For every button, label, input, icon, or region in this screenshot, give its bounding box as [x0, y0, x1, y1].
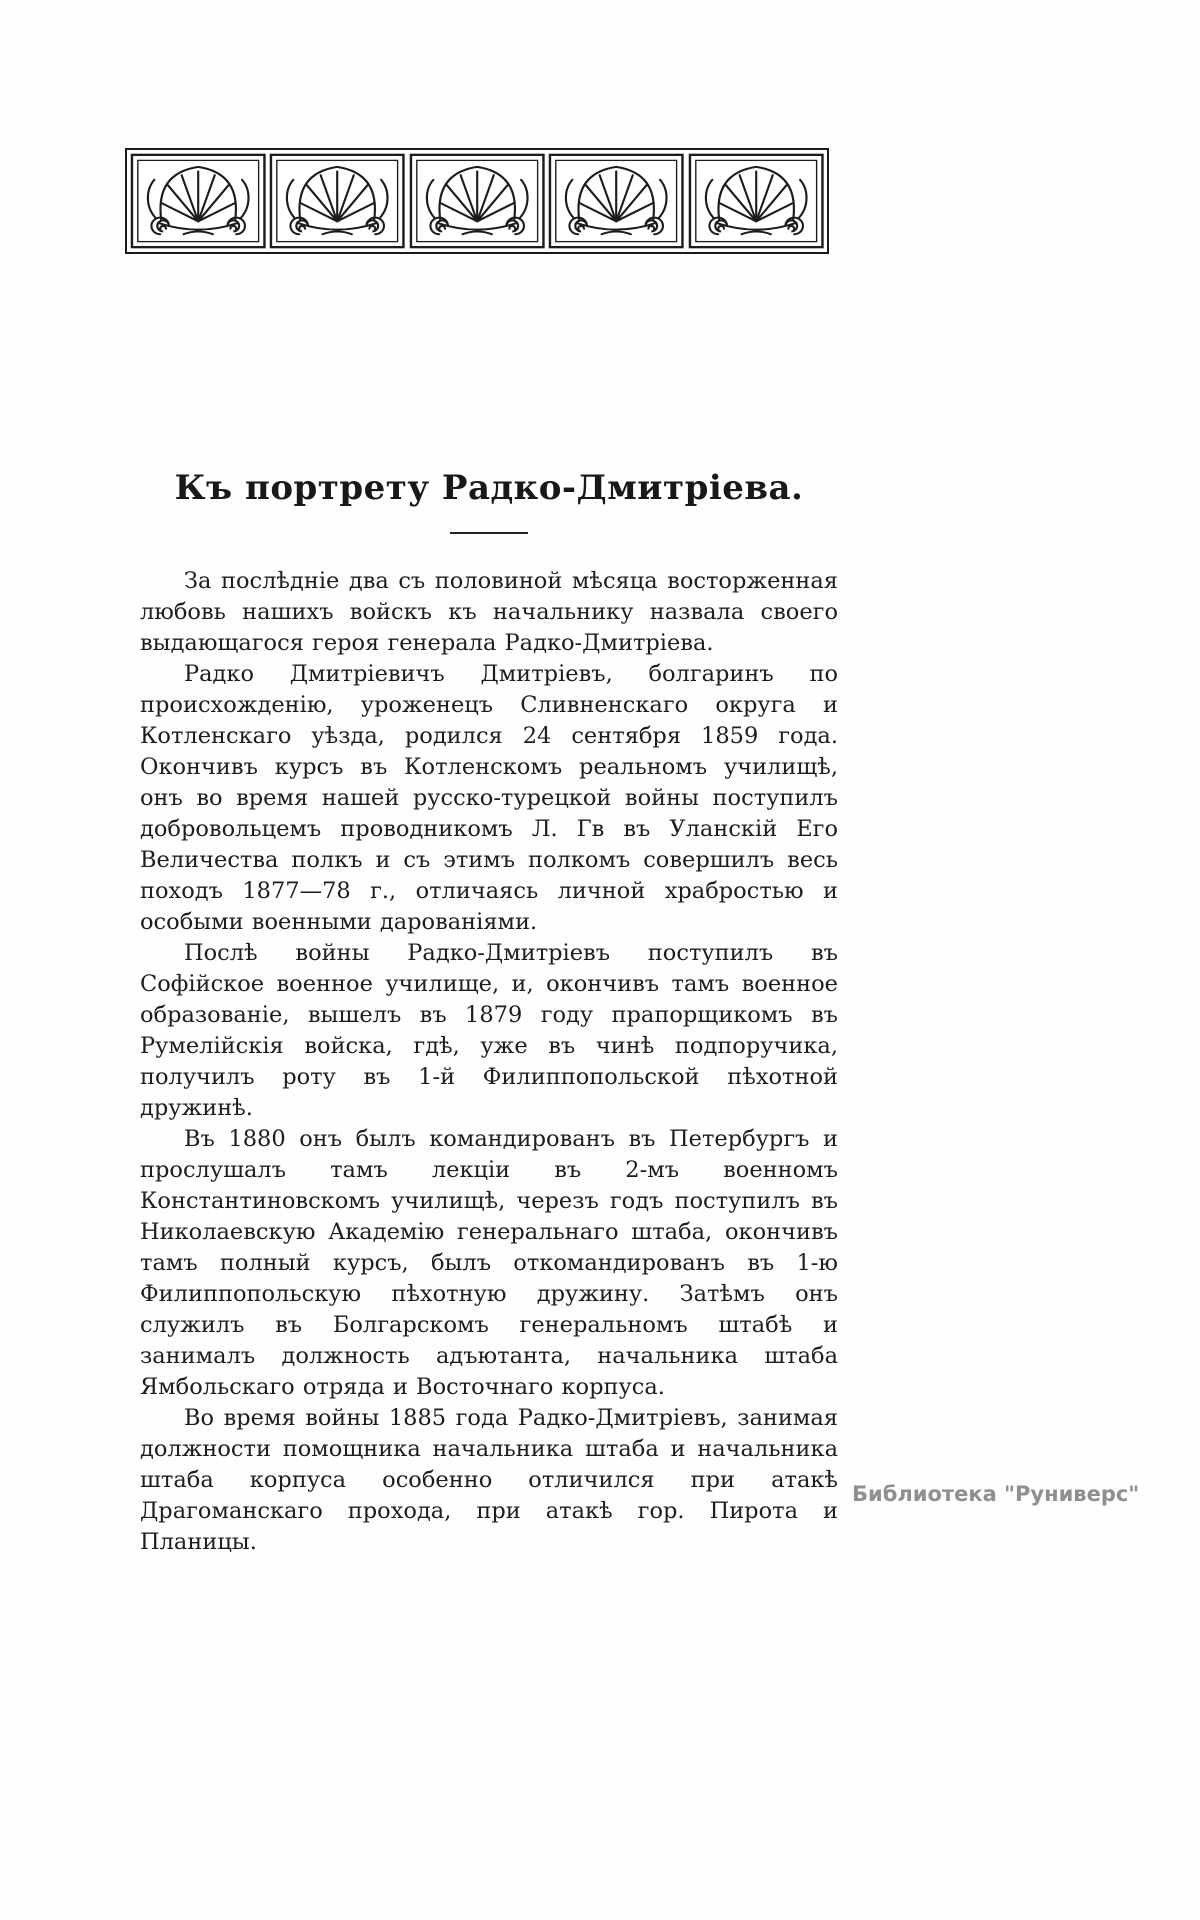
- paragraph: Послѣ войны Радко-Дмитріевъ поступилъ въ Софійское военное училище, и, окончивъ тамъ военное образованіе, вышелъ въ 1879 году прапорщикомъ въ Румелійскія войска, гдѣ, уже въ чинѣ подпоручика, получилъ роту въ 1-й Филиппопольской пѣхотной дружинѣ.: [140, 940, 838, 1121]
- paragraph: Въ 1880 онъ былъ командированъ въ Петербургъ и прослушалъ тамъ лекціи въ 2-мъ военномъ Константиновскомъ училищѣ, черезъ годъ поступилъ въ Николаевскую Академію генеральнаго штаба, окончивъ тамъ полный курсъ, былъ откомандированъ въ 1-ю Филиппопольскую пѣхотную дружину. Затѣмъ онъ служилъ въ Болгарскомъ генеральномъ штабѣ и занималъ должность адъютанта, начальника штаба Ямбольскаго отряда и Восточнаго корпуса.: [140, 1126, 838, 1400]
- palmette-ornament-icon: [130, 153, 266, 249]
- palmette-ornament-icon: [269, 153, 405, 249]
- palmette-ornament-icon: [548, 153, 684, 249]
- palmette-ornament-icon: [409, 153, 545, 249]
- ornament-band: [125, 148, 829, 254]
- page-title: Къ портрету Радко-Дмитріева.: [174, 468, 804, 508]
- text-column: [140, 468, 838, 1558]
- library-watermark: Библиотека "Руниверс": [852, 1482, 1140, 1506]
- paragraph: Радко Дмитріевичъ Дмитріевъ, болгаринъ по происхожденію, уроженецъ Сливненскаго округа и Котленскаго уѣзда, родился 24 сентября 1859 года. Окончивъ курсъ въ Котленскомъ реальномъ училищѣ, онъ во время нашей русско-турецкой войны поступилъ добровольцемъ проводникомъ Л. Гв въ Уланскій Его Величества полкъ и съ этимъ полкомъ совершилъ весь походъ 1877—78 г., отличаясь личной храбростью и особыми военными дарованіями.: [140, 661, 838, 935]
- palmette-ornament-icon: [688, 153, 824, 249]
- title-divider: [450, 532, 528, 534]
- paragraph: Во время войны 1885 года Радко-Дмитріевъ, занимая должности помощника начальника штаба и начальника штаба корпуса особенно отличился при атакѣ Драгоманскаго прохода, при атакѣ гор. Пирота и Планицы.: [140, 1405, 838, 1555]
- paragraph: За послѣдніе два съ половиной мѣсяца восторженная любовь нашихъ войскъ къ начальнику назвала своего выдающагося героя генерала Радко-Дмитріева.: [140, 568, 838, 656]
